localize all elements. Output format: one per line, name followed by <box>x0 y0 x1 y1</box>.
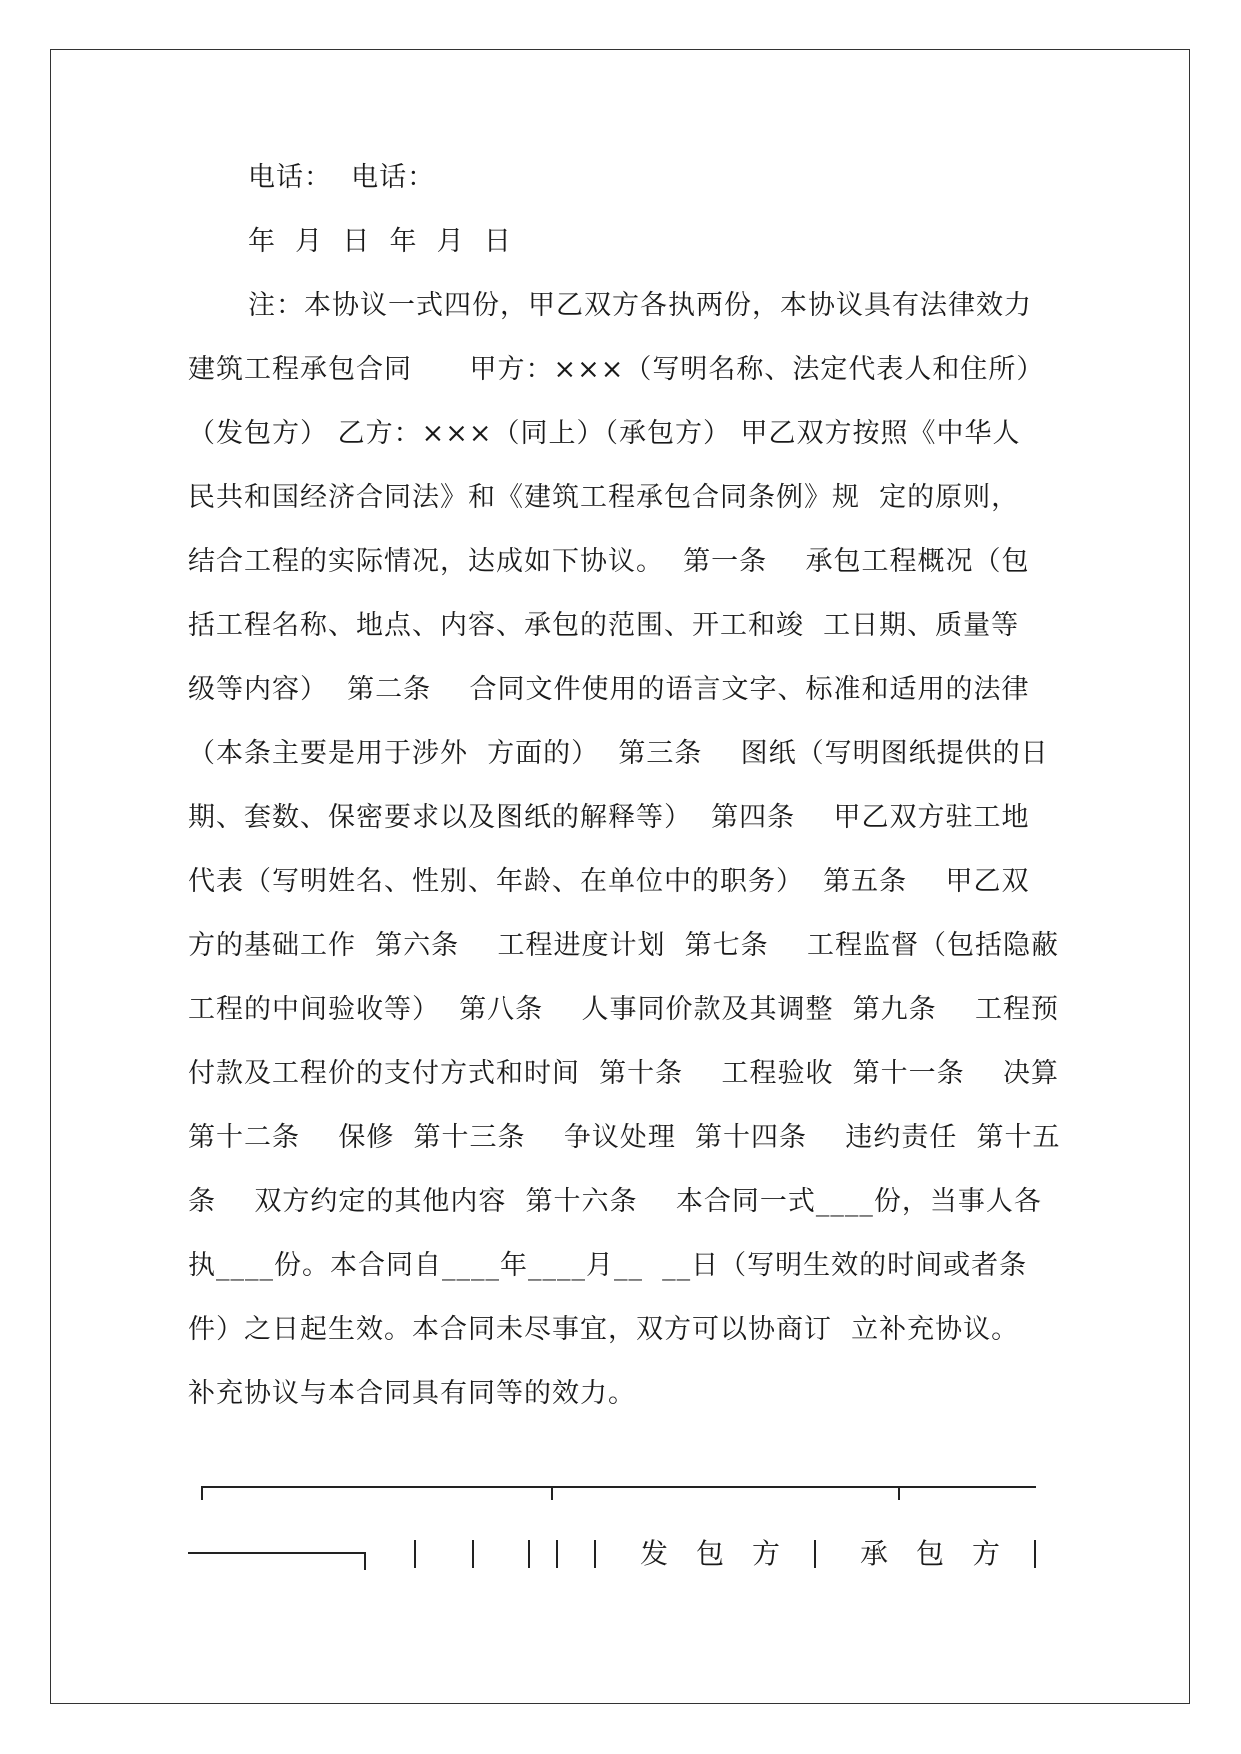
contract-text-line: 付款及工程价的支付方式和时间 第十条 工程验收 第十一条 决算 <box>188 1058 1059 1089</box>
issuer-label: 发包方 <box>640 1537 809 1570</box>
contract-text-line: 执____份。本合同自____年____月__ __日（写明生效的时间或者条 <box>188 1250 1028 1281</box>
contract-text-line: 级等内容） 第二条 合同文件使用的语言文字、标准和适用的法律 <box>188 674 1030 705</box>
table-cell-divider <box>556 1540 558 1568</box>
contract-text-line: （本条主要是用于涉外 方面的） 第三条 图纸（写明图纸提供的日 <box>188 738 1049 769</box>
contract-text-line: 期、套数、保密要求以及图纸的解释等） 第四条 甲乙双方驻工地 <box>188 802 1030 833</box>
signature-table-row <box>188 1536 1048 1576</box>
contract-text-line: 括工程名称、地点、内容、承包的范围、开工和竣 工日期、质量等 <box>188 610 1020 641</box>
contract-text-line: 建筑工程承包合同 甲方：×××（写明名称、法定代表人和住所） <box>188 354 1045 385</box>
table-cell-divider <box>814 1540 816 1568</box>
contract-text-line: 第十二条 保修 第十三条 争议处理 第十四条 违约责任 第十五 <box>188 1122 1061 1153</box>
contract-text-line: 工程的中间验收等） 第八条 人事同价款及其调整 第九条 工程预 <box>188 994 1059 1025</box>
contract-text-line: 方的基础工作 第六条 工程进度计划 第七条 工程监督（包括隐蔽 <box>188 930 1059 961</box>
table-cell-divider <box>414 1540 416 1568</box>
contract-text-line: 结合工程的实际情况，达成如下协议。 第一条 承包工程概况（包 <box>188 546 1030 577</box>
table-divider-tick <box>551 1486 553 1500</box>
contract-text-line: 补充协议与本合同具有同等的效力。 <box>188 1378 636 1409</box>
contract-text-line: 件）之日起生效。本合同未尽事宜，双方可以协商订 立补充协议。 <box>188 1314 1020 1345</box>
contractor-label: 承包方 <box>860 1537 1029 1570</box>
phone-line: 电话： 电话： <box>248 162 436 193</box>
table-cell-divider <box>1034 1540 1036 1568</box>
table-cell-divider <box>472 1540 474 1568</box>
table-left-border <box>188 1552 366 1554</box>
table-cell-divider <box>528 1540 530 1568</box>
note-line: 注：本协议一式四份，甲乙双方各执两份，本协议具有法律效力 <box>248 290 1032 321</box>
table-divider-tick <box>898 1486 900 1500</box>
table-cell-divider <box>594 1540 596 1568</box>
contract-text-line: 代表（写明姓名、性别、年龄、在单位中的职务） 第五条 甲乙双 <box>188 866 1030 897</box>
table-corner-tick <box>364 1552 366 1570</box>
date-line: 年 月 日 年 月 日 <box>248 226 512 257</box>
contract-text-line: 民共和国经济合同法》和《建筑工程承包合同条例》规 定的原则， <box>188 482 1020 513</box>
contract-text-line: （发包方） 乙方：×××（同上）（承包方） 甲乙双方按照《中华人 <box>188 418 1021 449</box>
table-corner-tick <box>201 1486 203 1500</box>
contract-text-line: 条 双方约定的其他内容 第十六条 本合同一式____份，当事人各 <box>188 1186 1042 1217</box>
signature-table-top-border <box>201 1486 1036 1488</box>
